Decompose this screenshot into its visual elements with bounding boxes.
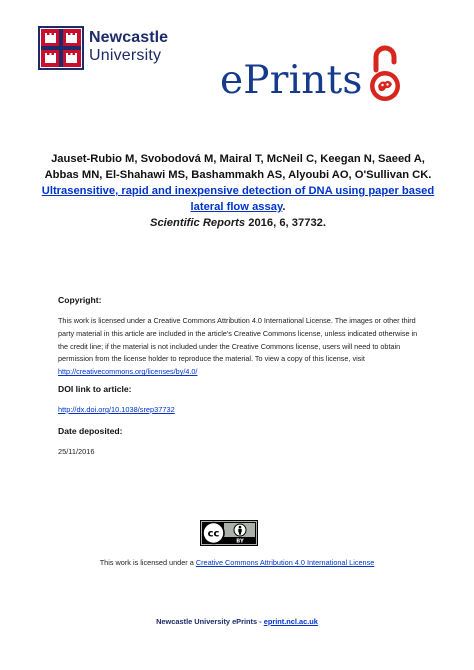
citation-journal: Scientific Reports [150, 217, 246, 229]
citation-title-end: . [282, 201, 286, 213]
cc-license-link[interactable]: Creative Commons Attribution 4.0 International License [195, 558, 375, 567]
university-wordmark [89, 26, 168, 64]
by-text: BY [236, 538, 244, 545]
doi-link[interactable]: http://dx.doi.org/10.1038/srep37732 [58, 405, 175, 414]
citation-block [36, 151, 440, 231]
license-statement-prefix: This work is licensed under a [99, 558, 196, 567]
doi-heading: DOI link to article: [58, 384, 132, 394]
citation-volume-info: 2016, 6, 37732. [245, 217, 326, 229]
copyright-body: This work is licensed under a Creative Commons Attribution 4.0 International License. The images or other third party material in this article are included in the article's Creative Commons license, unless indicated otherwise in the credit line; if the material is not included under the Creative Commons license, users will need to obtain permission from the license holder to reproduce the material. To view a copy of this license, visit [58, 316, 418, 364]
footer-eprints-link[interactable]: eprint.ncl.ac.uk [263, 617, 318, 626]
article-title-link[interactable]: Ultrasensitive, rapid and inexpensive detection of DNA using paper based lateral flow assay [41, 185, 435, 213]
date-deposited-heading: Date deposited: [58, 426, 123, 436]
university-name-line1: Newcastle [89, 29, 169, 46]
cc-by-badge-icon [200, 520, 258, 546]
open-access-lock-icon [367, 42, 403, 104]
footer-text: Newcastle University ePrints - [156, 617, 264, 626]
license-statement [0, 558, 474, 567]
copyright-text [58, 315, 420, 379]
copyright-heading: Copyright: [58, 295, 102, 305]
university-crest-icon [38, 26, 84, 70]
license-url-link[interactable]: http://creativecommons.org/licenses/by/4.0/ [58, 367, 198, 377]
eprints-logo [220, 34, 403, 104]
university-name-line2: University [89, 47, 162, 64]
doi-link-line [58, 405, 175, 414]
cc-text: cc [207, 528, 220, 540]
citation-authors: Jauset-Rubio M, Svobodová M, Mairal T, McNeil C, Keegan N, Saeed A, Abbas MN, El-Shahawi MS, Bashammakh AS, Alyoubi AO, O'Sullivan CK. [44, 153, 432, 181]
footer [0, 617, 474, 626]
eprints-wordmark: ePrints [220, 58, 363, 103]
newcastle-university-logo [38, 26, 168, 72]
date-deposited-value: 25/11/2016 [58, 447, 95, 456]
